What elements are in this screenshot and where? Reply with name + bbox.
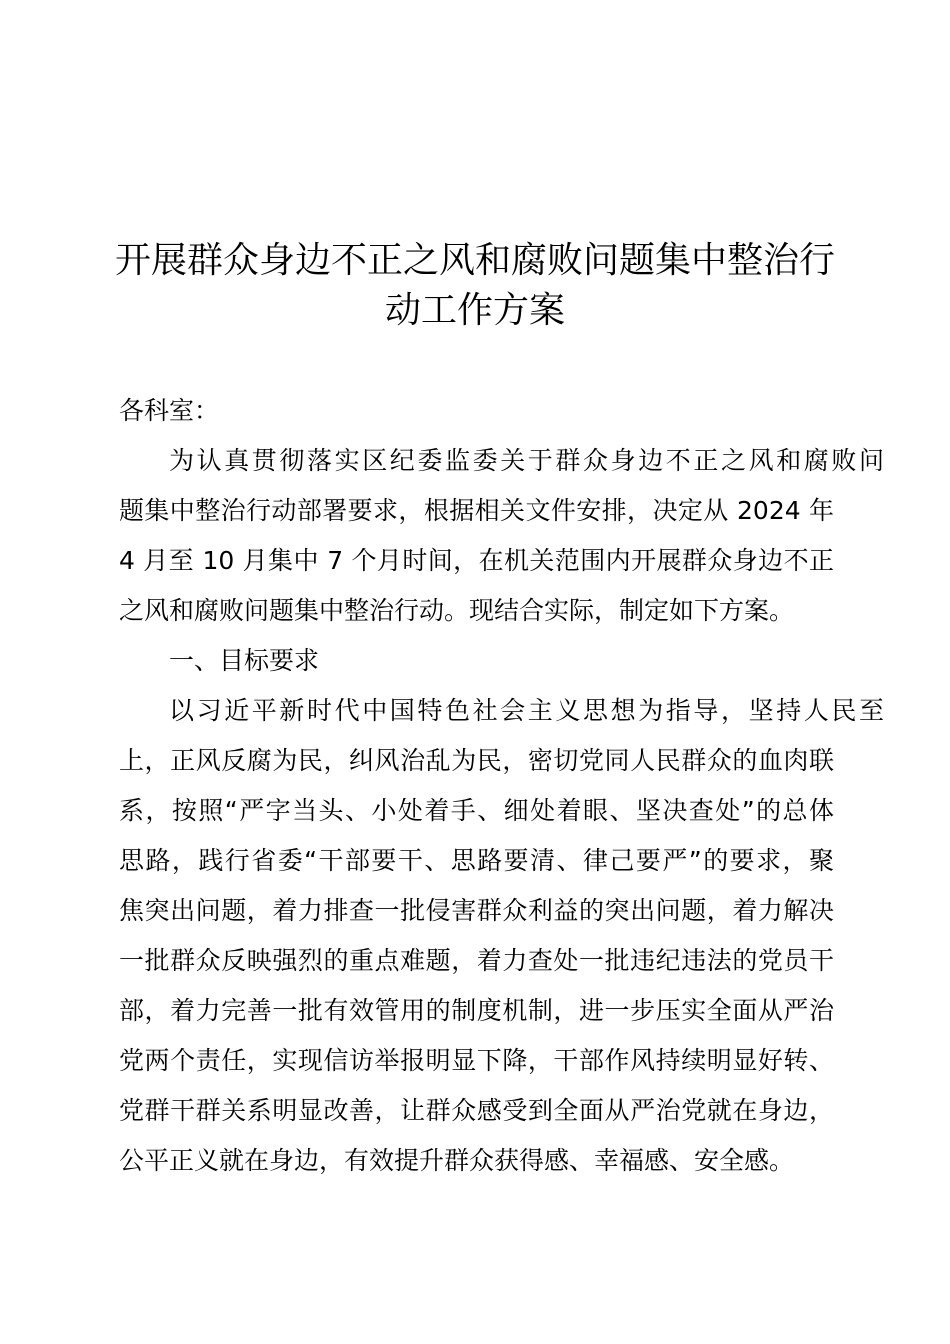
document-title-line-2: 动工作方案 [384, 290, 565, 331]
paragraph-1-line: 题集中整治行动部署要求，根据相关文件安排，决定从 2024 年 [119, 496, 834, 525]
paragraph-2-line: 思路，践行省委“干部要干、思路要清、律己要严”的要求，聚 [119, 846, 834, 875]
document-title-line-1: 开展群众身边不正之风和腐败问题集中整治行 [114, 240, 835, 281]
paragraph-2-line: 一批群众反映强烈的重点难题，着力查处一批违纪违法的党员干 [119, 946, 834, 975]
paragraph-2-line: 系，按照“严字当头、小处着手、细处着眼、坚决查处”的总体 [119, 796, 834, 825]
paragraph-2-line: 公平正义就在身边，有效提升群众获得感、幸福感、安全感。 [119, 1146, 795, 1175]
salutation: 各科室： [119, 396, 220, 425]
paragraph-1-line: 为认真贯彻落实区纪委监委关于群众身边不正之风和腐败问 [169, 446, 884, 475]
paragraph-2-line: 焦突出问题，着力排查一批侵害群众利益的突出问题，着力解决 [119, 896, 834, 925]
section-1-heading: 一、目标要求 [169, 646, 320, 675]
paragraph-2-line: 党两个责任，实现信访举报明显下降，干部作风持续明显好转、 [119, 1046, 834, 1075]
paragraph-1-line: 4 月至 10 月集中 7 个月时间，在机关范围内开展群众身边不正 [119, 546, 834, 575]
paragraph-2-line: 以习近平新时代中国特色社会主义思想为指导，坚持人民至 [169, 696, 884, 725]
paragraph-2-line: 党群干群关系明显改善，让群众感受到全面从严治党就在身边， [119, 1096, 834, 1125]
paragraph-1-line: 之风和腐败问题集中整治行动。现结合实际，制定如下方案。 [119, 596, 795, 625]
paragraph-2-line: 部，着力完善一批有效管用的制度机制，进一步压实全面从严治 [119, 996, 834, 1025]
paragraph-2-line: 上，正风反腐为民，纠风治乱为民，密切党同人民群众的血肉联 [119, 746, 834, 775]
